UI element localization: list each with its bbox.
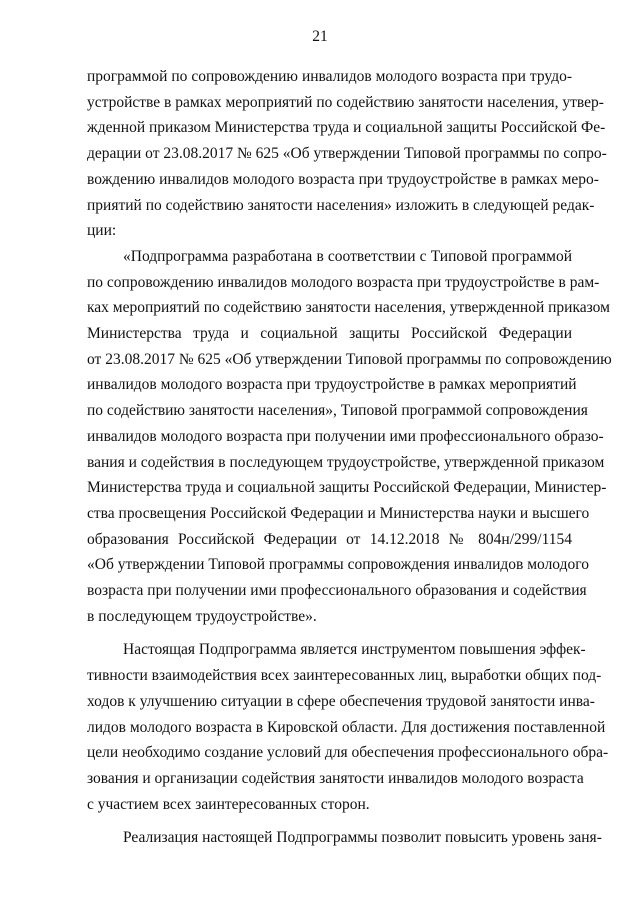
text-line: ходов к улучшению ситуации в сфере обеспечения трудовой занятости инва-: [87, 692, 595, 710]
text-line: цели необходимо создание условий для обеспечения профессионального обра-: [87, 744, 609, 762]
text-line: в последующем трудоустройстве».: [87, 607, 317, 625]
text-line: устройстве в рамках мероприятий по содействию занятости населения, утвер-: [87, 93, 604, 111]
text-line: дерации от 23.08.2017 № 625 «Об утверждении Типовой программы по сопро-: [87, 145, 607, 163]
text-line: ции:: [87, 222, 117, 240]
text-line: с участием всех заинтересованных сторон.: [87, 795, 370, 813]
text-line: инвалидов молодого возраста при получении ими профессионального образо-: [87, 427, 604, 445]
text-line: Настоящая Подпрограмма является инструментом повышения эффек-: [123, 641, 586, 659]
text-line: возраста при получении ими профессионального образования и содействия: [87, 582, 587, 599]
text-line: ках мероприятий по содействию занятости населения, утвержденной приказом: [87, 299, 610, 317]
page-number: 21: [312, 28, 328, 45]
text-line: вождению инвалидов молодого возраста при трудоустройстве в рамках меро-: [87, 170, 599, 188]
text-line: лидов молодого возраста в Кировской области. Для достижения поставленной: [87, 718, 606, 736]
text-line: Министерства труда и социальной защиты Российской Федерации, Министер-: [87, 479, 607, 497]
text-line: зования и организации содействия занятости инвалидов молодого возраста: [87, 769, 584, 787]
text-line: вания и содействия в последующем трудоустройстве, утвержденной приказом: [87, 453, 605, 471]
text-line: тивности взаимодействия всех заинтересованных лиц, выработки общих под-: [87, 667, 602, 685]
text-line: программой по сопровождению инвалидов молодого возраста при трудо-: [87, 68, 572, 85]
text-line: инвалидов молодого возраста при трудоустройстве в рамках мероприятий: [87, 376, 577, 394]
text-line: приятий по содействию занятости населения» изложить в следующей редак-: [87, 196, 595, 214]
text-line: «Подпрограмма разработана в соответствии с Типовой программой: [123, 247, 572, 265]
text-line: образования Российской Федерации от 14.12.2018 № 804н/299/1154: [87, 530, 572, 548]
text-line: Реализация настоящей Подпрограммы позволит повысить уровень заня-: [123, 829, 602, 847]
text-line: от 23.08.2017 № 625 «Об утверждении Типовой программы по сопровождению: [87, 350, 612, 368]
text-line: Министерства труда и социальной защиты Российской Федерации: [87, 325, 572, 342]
text-line: ства просвещения Российской Федерации и Министерства науки и высшего: [87, 504, 590, 522]
text-line: жденной приказом Министерства труда и социальной защиты Российской Фе-: [87, 119, 606, 137]
text-line: «Об утверждении Типовой программы сопровождения инвалидов молодого: [87, 556, 589, 574]
text-line: по сопровождению инвалидов молодого возраста при трудоустройстве в рам-: [87, 273, 600, 291]
text-line: по содействию занятости населения», Типовой программой сопровождения: [87, 402, 588, 420]
